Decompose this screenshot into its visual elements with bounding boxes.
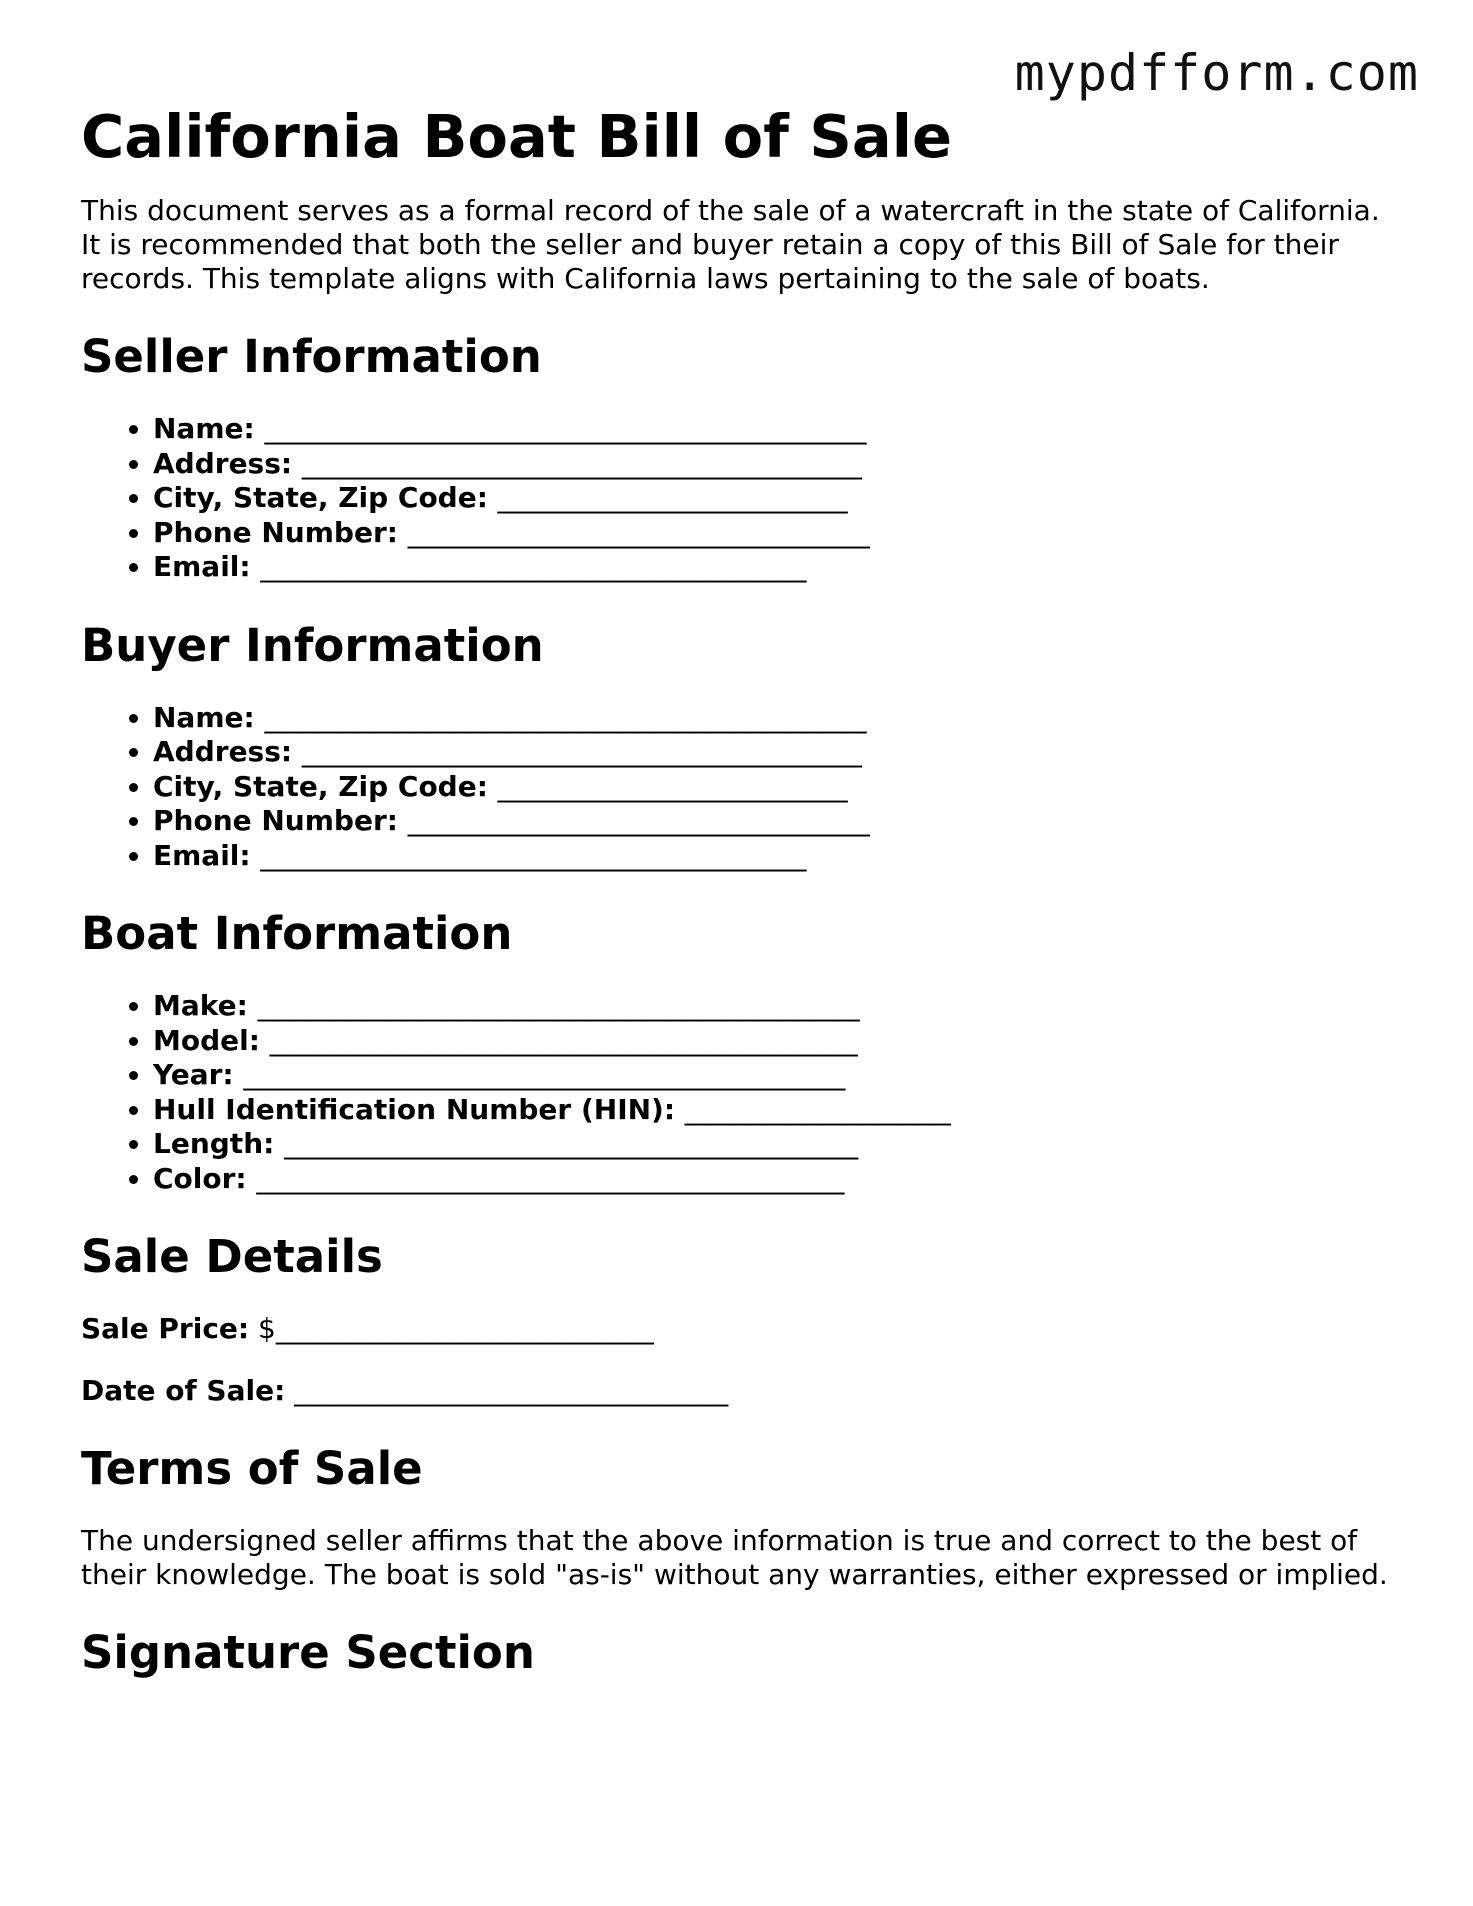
- sale-details-heading: Sale Details: [81, 1230, 383, 1283]
- boat-make-field[interactable]: [153, 989, 1401, 1024]
- seller-name-field[interactable]: [153, 412, 1401, 447]
- seller-email-field[interactable]: [153, 550, 1401, 585]
- blank-line[interactable]: _______________________________________: [260, 550, 807, 583]
- blank-line[interactable]: ___________________________________________: [257, 989, 860, 1022]
- field-label: Phone Number:: [153, 515, 398, 549]
- field-label: City, State, Zip Code:: [153, 769, 488, 803]
- seller-field-list: [81, 412, 1401, 585]
- buyer-address-field[interactable]: [153, 735, 1401, 770]
- boat-year-field[interactable]: [153, 1058, 1401, 1093]
- field-label: Sale Price:: [81, 1312, 250, 1345]
- blank-line[interactable]: $___________________________: [258, 1312, 654, 1345]
- blank-line[interactable]: _________________________: [497, 769, 848, 803]
- field-label: Address:: [153, 735, 293, 768]
- field-label: Name:: [153, 412, 255, 445]
- blank-line[interactable]: ___________________: [684, 1092, 951, 1126]
- field-label: Email:: [153, 838, 251, 872]
- blank-line[interactable]: ___________________________________________: [264, 412, 867, 445]
- signature-heading: Signature Section: [81, 1626, 535, 1679]
- terms-heading: Terms of Sale: [81, 1442, 423, 1495]
- blank-line[interactable]: __________________________________________: [256, 1161, 845, 1195]
- boat-color-field[interactable]: [153, 1162, 1401, 1197]
- field-label: City, State, Zip Code:: [153, 481, 488, 514]
- boat-length-field[interactable]: [153, 1127, 1401, 1162]
- field-label: Color:: [153, 1161, 247, 1195]
- blank-line[interactable]: ________________________________________: [301, 446, 862, 480]
- boat-hin-field[interactable]: [153, 1093, 1401, 1128]
- document-page: [81, 100, 1401, 1708]
- site-watermark: mypdfform.com: [1014, 44, 1419, 102]
- boat-heading: Boat Information: [81, 907, 513, 960]
- blank-line[interactable]: ________________________________________: [301, 735, 862, 768]
- blank-line[interactable]: _______________________________: [294, 1374, 729, 1407]
- field-label: Phone Number:: [153, 804, 398, 837]
- seller-phone-field[interactable]: [153, 516, 1401, 551]
- field-label: Email:: [153, 550, 251, 583]
- field-label: Name:: [153, 700, 255, 734]
- buyer-phone-field[interactable]: [153, 804, 1401, 839]
- buyer-city-state-zip-field[interactable]: [153, 770, 1401, 805]
- document-title: California Boat Bill of Sale: [81, 102, 952, 171]
- blank-line[interactable]: _________________________________: [407, 515, 870, 549]
- field-label: Length:: [153, 1127, 275, 1160]
- buyer-field-list: [81, 701, 1401, 874]
- buyer-email-field[interactable]: [153, 839, 1401, 874]
- field-label: Year:: [153, 1058, 234, 1091]
- blank-line[interactable]: ___________________________________________: [243, 1058, 846, 1091]
- field-label: Make:: [153, 989, 248, 1022]
- terms-paragraph: The undersigned seller affirms that the above information is true and correct to the best of their knowledge. The boat is sold "as-is" without any warranties, either expressed or implied.: [81, 1524, 1388, 1591]
- blank-line[interactable]: __________________________________________: [269, 1023, 858, 1057]
- field-label: Date of Sale:: [81, 1374, 286, 1407]
- seller-address-field[interactable]: [153, 447, 1401, 482]
- sale-price-field[interactable]: [81, 1312, 1401, 1346]
- blank-line[interactable]: ___________________________________________: [264, 700, 867, 734]
- field-label: Address:: [153, 446, 293, 480]
- blank-line[interactable]: _________________________: [497, 481, 848, 514]
- buyer-name-field[interactable]: [153, 701, 1401, 736]
- blank-line[interactable]: _______________________________________: [260, 838, 807, 872]
- sale-date-field[interactable]: [81, 1374, 1401, 1408]
- intro-paragraph: This document serves as a formal record of the sale of a watercraft in the state of California. It is recommended that both the seller and buyer retain a copy of this Bill of Sale for their records. This template aligns with California laws pertaining to the sale of boats.: [81, 194, 1380, 295]
- boat-model-field[interactable]: [153, 1024, 1401, 1059]
- blank-line[interactable]: _________________________________: [407, 804, 870, 837]
- field-label: Model:: [153, 1023, 260, 1057]
- blank-line[interactable]: _________________________________________: [284, 1127, 859, 1160]
- seller-heading: Seller Information: [81, 330, 542, 383]
- seller-city-state-zip-field[interactable]: [153, 481, 1401, 516]
- buyer-heading: Buyer Information: [81, 618, 544, 672]
- field-label: Hull Identification Number (HIN):: [153, 1092, 676, 1126]
- boat-field-list: [81, 989, 1401, 1196]
